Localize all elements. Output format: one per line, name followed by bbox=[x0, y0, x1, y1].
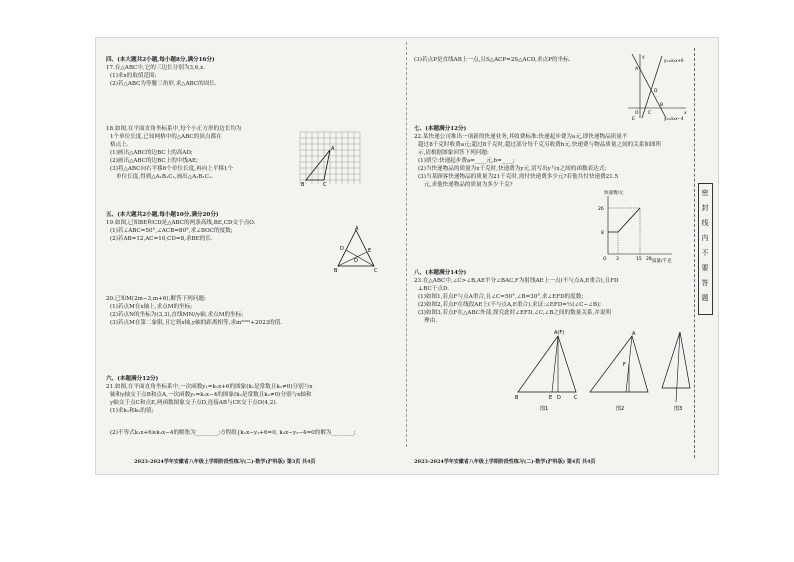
q18-grid-figure bbox=[296, 128, 368, 190]
q23-fig1-label-e: E bbox=[549, 395, 553, 401]
q21-part3: (3)若点P是直线AB上一点,且S△ACP=2S△ACD,求点P的坐标. bbox=[414, 57, 571, 63]
q22-text: 22.某快递公司推出一项新的快递业务,其收费标准:快递起步费为a元,即快递物品质量不 bbox=[414, 134, 628, 140]
q21-text-b: y轴交于点C和点E,两函数图象交于点D,连接AB与CE交于点D(4,2). bbox=[110, 400, 278, 406]
q18-part3b: 单位长度,得到△A₁B₁C₁,画出△A₁B₁C₁. bbox=[116, 174, 214, 180]
q21-label-d: D bbox=[654, 89, 658, 94]
q20-text: 20.已知M(2m−3,m+6),解答下列问题: bbox=[106, 296, 206, 302]
q19-part1: (1)若∠ABC=50°,∠ACB=80°,求∠BOC的度数; bbox=[110, 228, 233, 234]
q19-label-e: E bbox=[368, 248, 372, 254]
seal-char-3: 线 bbox=[701, 219, 709, 227]
q23-fig2-label-f: F bbox=[623, 362, 626, 368]
q23-figure1 bbox=[515, 330, 578, 412]
q21-text-a: 轴和y轴交于点B和点A,一次函数y₂=k₂x−4的图象(k₂是常数且k₂≠0)分别与x轴和 bbox=[110, 392, 312, 398]
q22-part2: (2)当快递物品的质量为x千克时,快递费为y元,请写出y与x之间的函数表达式; bbox=[418, 166, 607, 172]
q23-part3: (3)如图3,若点F在△ABC外部,探究此时∠EFD,∠C,∠B之间的数量关系,并说明 bbox=[418, 310, 612, 316]
q21-label-a: A bbox=[635, 67, 639, 72]
section6-title: 六、(本题满分12分) bbox=[106, 376, 159, 382]
q22-tick-8: 8 bbox=[601, 231, 604, 236]
q21-axis-x: x bbox=[684, 111, 687, 116]
q23-part3b: 理由. bbox=[424, 318, 437, 324]
q22-text-a: 超过8千克时收费a元;超过8千克时,超过部分每千克另收费b元.快递费与物品质量之间的关系如图所 bbox=[418, 142, 662, 148]
q23-figure2 bbox=[590, 331, 648, 412]
seal-char-4: 内 bbox=[701, 234, 709, 242]
q21-part1: (1)求k₁和k₂的值; bbox=[110, 408, 154, 414]
q19-label-o: O bbox=[354, 258, 358, 264]
q22-text-b: 示,请根据图象回答下列问题: bbox=[418, 150, 489, 156]
q23-text: 23.在△ABC中,∠C>∠B,AE平分∠BAC,F为射线AE上一点(不与点A,E重合),且FD bbox=[414, 278, 619, 284]
q18-part2: (2)画出△ABC的边BC上的中线AE; bbox=[110, 158, 199, 164]
q22-tick-3: 3 bbox=[616, 257, 619, 262]
q23-fig1-caption: 图1 bbox=[540, 406, 549, 412]
seal-char-5: 不 bbox=[701, 249, 709, 257]
q21-axis-y: y bbox=[642, 55, 645, 60]
q20-part3: (3)若点M在第二象限,且它到x轴,y轴的距离相等,求m²⁰²³+2023的值. bbox=[110, 320, 283, 326]
section5-title: 五、(本大题共2小题,每小题10分,满分20分) bbox=[106, 212, 219, 218]
q19-label-a: A bbox=[355, 226, 359, 232]
q23-text-a: ⊥BC于点D. bbox=[418, 286, 450, 292]
q18-part3: (3)将△ABC向右平移6个单位长度,再向上平移1个 bbox=[110, 166, 234, 172]
page-divider bbox=[406, 42, 407, 447]
q22-tick-28: 28 bbox=[646, 257, 652, 262]
q22-part1: (1)填空:快递起步费a=____元,b=____; bbox=[418, 158, 515, 164]
q23-fig1-label-c: C bbox=[574, 395, 578, 401]
q21-part2: (2)不等式k₁x+6≥k₂x−4的解集为________;方程组{k₁x−y₁+6=0, k₂x−y₂−4=0的解为________; bbox=[110, 430, 356, 436]
q19-triangle-figure bbox=[334, 226, 380, 274]
q21-line2-label: y₂=k₂x−4 bbox=[664, 116, 684, 121]
q19-text: 19.如图,已知BE和CD是△ABC的两条高线,BE,CD交于点O. bbox=[106, 220, 256, 226]
q22-fee-graph bbox=[594, 188, 676, 264]
q21-origin: O bbox=[635, 111, 639, 116]
grid-label-a: A bbox=[331, 146, 335, 152]
q22-tick-26: 26 bbox=[598, 207, 604, 212]
q23-fig2-label-a: A bbox=[632, 331, 636, 337]
q23-fig1-label-d: D bbox=[557, 395, 561, 401]
q21-line1-label: y₁=k₁x+6 bbox=[664, 58, 684, 63]
q17-part2: (2)若△ABC为等腰三角形,求△ABC的周长. bbox=[110, 81, 217, 87]
right-footer: 2023-2024学年安徽省八年级上学期阶段性练习(二)·数学(沪科版) 第4页 共4页 bbox=[414, 459, 596, 465]
q18-text: 18.如图,在平面直角坐标系中,每个小正方形的边长均为 bbox=[106, 126, 242, 132]
seal-line-strip bbox=[694, 48, 715, 458]
section4-title: 四、(本大题共2小题,每小题8分,满分16分) bbox=[106, 57, 215, 63]
q23-fig1-label-af: A(F) bbox=[554, 330, 565, 336]
q20-part1: (1)若点M在x轴上,求点M的坐标; bbox=[110, 304, 193, 310]
q22-y-label: 快递费/元 bbox=[604, 191, 624, 196]
q22-tick-15: 15 bbox=[636, 257, 642, 262]
grid-label-c: C bbox=[323, 182, 327, 188]
q19-label-b: B bbox=[334, 268, 338, 274]
seal-char-2: 封 bbox=[701, 204, 709, 212]
seal-char-1: 密 bbox=[701, 189, 709, 197]
q23-figures bbox=[514, 328, 694, 412]
q23-fig3-caption: 图3 bbox=[674, 406, 683, 412]
q21-label-b: B bbox=[660, 103, 664, 108]
section8-title: 八、(本题满分14分) bbox=[414, 270, 467, 276]
q23-fig1-label-b: B bbox=[515, 395, 519, 401]
q18-text-b: 格点上. bbox=[110, 142, 129, 148]
q17-text: 17.在△ABC中,它的三边长分别为3,6,x. bbox=[106, 65, 206, 71]
q21-function-graph bbox=[624, 52, 690, 122]
exam-sheet bbox=[96, 38, 718, 474]
section7-title: 七、(本题满分12分) bbox=[414, 126, 467, 132]
q21-label-c: C bbox=[648, 111, 652, 116]
grid-label-b: B bbox=[301, 182, 305, 188]
q19-label-d: D bbox=[340, 246, 344, 252]
left-footer: 2023-2024学年安徽省八年级上学期阶段性练习(二)·数学(沪科版) 第3页 共4页 bbox=[134, 459, 316, 465]
q22-origin: O bbox=[603, 257, 607, 262]
q23-part2: (2)如图2,若点F在线段AE上(不与点A,E重合),求证:∠EFD=½(∠C−∠B); bbox=[418, 302, 602, 308]
q19-label-c: C bbox=[374, 268, 378, 274]
q22-x-label: 质量/千克 bbox=[652, 259, 672, 264]
seal-char-7: 答 bbox=[701, 279, 709, 287]
q18-text-a: 1个单位长度,已知网格中的△ABC的顶点都在 bbox=[110, 134, 222, 140]
q20-part2: (2)若点N的坐标为(3,3),直线MN//y轴,求点M的坐标; bbox=[110, 312, 244, 318]
q21-text: 21.如图,在平面直角坐标系中,一次函数y₁=k₁x+6的图象(k₁是常数且k₁≠0)分别与x bbox=[106, 384, 313, 390]
q17-part1: (1)求x的取值范围; bbox=[110, 73, 157, 79]
seal-char-8: 题 bbox=[701, 294, 709, 302]
q23-part1: (1)如图1,若点F与点A重合,且∠C=50°,∠B=30°,求∠EFD的度数; bbox=[418, 294, 584, 300]
q22-part3b: 元,求他快递物品的质量为多少千克? bbox=[424, 182, 513, 188]
q22-part3: (3)当某顾客快递物品的质量为21千克时,需付快递费多少元?若他共付快递费21.5 bbox=[418, 174, 619, 180]
q19-part2: (2)若AB=12,AC=10,CD=8,求BE的长. bbox=[110, 236, 213, 242]
q23-figure3 bbox=[662, 332, 690, 412]
q18-part1: (1)画出△ABC的边BC上的高AD; bbox=[110, 150, 193, 156]
q21-label-e: E bbox=[632, 117, 635, 122]
seal-char-6: 要 bbox=[701, 264, 709, 272]
q23-fig2-caption: 图2 bbox=[616, 406, 625, 412]
